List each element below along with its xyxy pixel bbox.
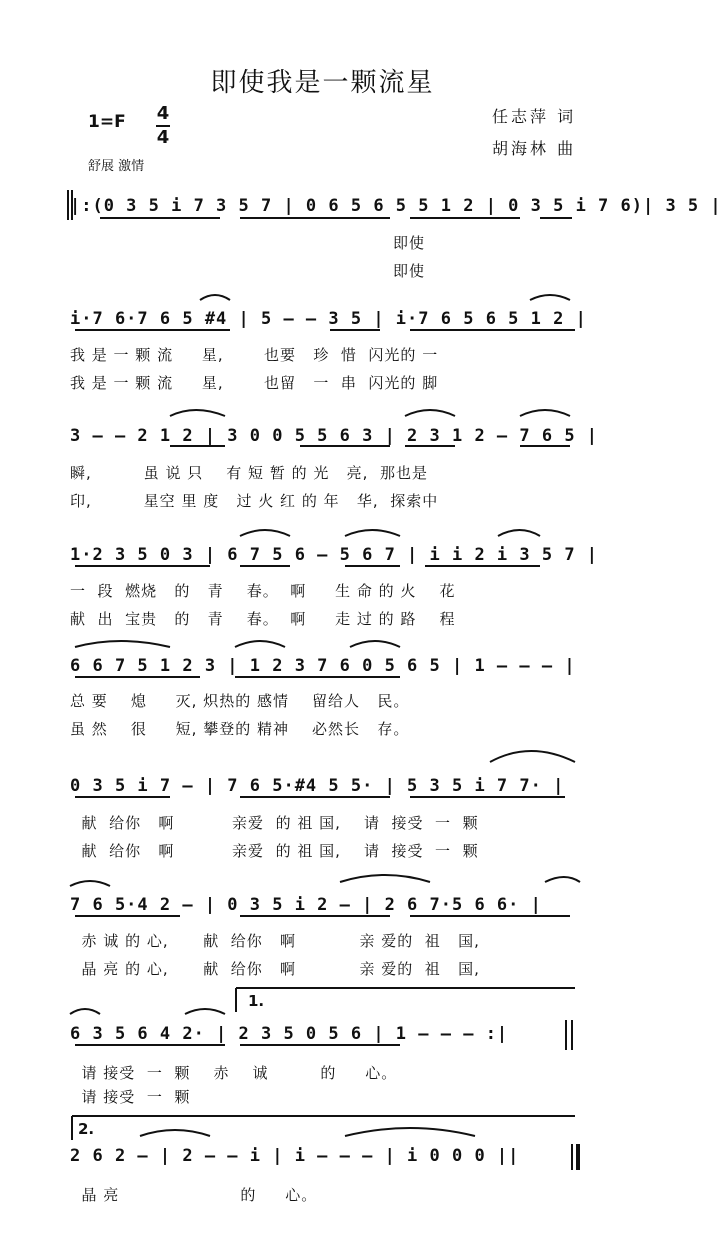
lyric-row-2-verse-1: 我 是 一 颗 流 星, 也要 珍 惜 闪光的 一	[70, 346, 439, 364]
lyric-row-8-verse-1: 请 接受 一 颗 赤 诚 的 心。	[70, 1064, 398, 1082]
lyric-row-7-verse-1: 赤 诚 的 心, 献 给你 啊 亲 爱的 祖 国,	[70, 932, 480, 950]
lyric-row-3-verse-1: 瞬, 虽 说 只 有 短 暂 的 光 亮, 那也是	[70, 464, 428, 482]
lyric-row-6-verse-2: 献 给你 啊 亲爱 的 祖 国, 请 接受 一 颗	[70, 842, 479, 860]
composer-credit: 胡海林 曲	[492, 139, 577, 158]
time-signature-top: 4	[156, 103, 170, 124]
notation-row-3: 3 — — 2 1 2 | 3 0 0 5 5 6 3 | 2 3 1 2 — 7 6 5 |	[70, 426, 599, 446]
lyric-row-4-verse-1: 一 段 燃烧 的 青 春。 啊 生 命 的 火 花	[70, 582, 456, 600]
notation-row-9: 2 6 2 — | 2 — — i | i — — — | i 0 0 0 ||	[70, 1146, 520, 1166]
song-title: 即使我是一颗流星	[210, 68, 435, 98]
lyric-row-3-verse-2: 印, 星空 里 度 过 火 红 的 年 华, 探索中	[70, 492, 439, 510]
notation-row-4: 1·2 3 5 0 3 | 6 7 5 6 — 5 6 7 | i i 2 i 3 5 7 |	[70, 545, 599, 565]
notation-row-7: 7 6 5·4 2 — | 0 3 5 i 2 — | 2 6 7·5 6 6· |	[70, 895, 542, 915]
volta-2-label: 2.	[78, 1120, 95, 1138]
lyric-row-4-verse-2: 献 出 宝贵 的 青 春。 啊 走 过 的 路 程	[70, 610, 456, 628]
notation-row-8: 6 3 5 6 4 2· | 2 3 5 0 5 6 | 1 — — — :|	[70, 1024, 509, 1044]
lyric-row-5-verse-1: 总 要 熄 灭, 炽热的 感情 留给人 民。	[70, 692, 410, 710]
notation-row-2: i·7 6·7 6 5 #4 | 5 — — 3 5 | i·7 6 5 6 5 1 2 |	[70, 309, 587, 329]
lyric-row-1-verse-2: 即使	[70, 262, 426, 280]
lyric-row-1-verse-1: 即使	[70, 234, 426, 252]
notation-row-1: |:(0 3 5 i 7 3 5 7 | 0 6 5 6 5 5 1 2 | 0 3 5 i 7 6)| 3 5 |	[70, 196, 722, 216]
lyric-row-8-verse-2: 请 接受 一 颗	[70, 1088, 191, 1106]
notation-row-6: 0 3 5 i 7 — | 7 6 5·#4 5 5· | 5 3 5 i 7 7· |	[70, 776, 565, 796]
lyric-row-6-verse-1: 献 给你 啊 亲爱 的 祖 国, 请 接受 一 颗	[70, 814, 479, 832]
time-signature-bottom: 4	[156, 127, 170, 148]
key-signature: 1=F	[88, 112, 126, 132]
lyric-row-9-verse-1: 晶 亮 的 心。	[70, 1186, 318, 1204]
lyric-row-2-verse-2: 我 是 一 颗 流 星, 也留 一 串 闪光的 脚	[70, 374, 439, 392]
lyric-row-5-verse-2: 虽 然 很 短, 攀登的 精神 必然长 存。	[70, 720, 410, 738]
lyric-row-7-verse-2: 晶 亮 的 心, 献 给你 啊 亲 爱的 祖 国,	[70, 960, 480, 978]
lyricist-credit: 任志萍 词	[492, 107, 577, 126]
notation-row-5: 6 6 7 5 1 2 3 | 1 2 3 7 6 0 5 6 5 | 1 — — — |	[70, 656, 576, 676]
volta-1-label: 1.	[248, 992, 265, 1010]
tempo-marking: 舒展 激情	[88, 159, 145, 174]
